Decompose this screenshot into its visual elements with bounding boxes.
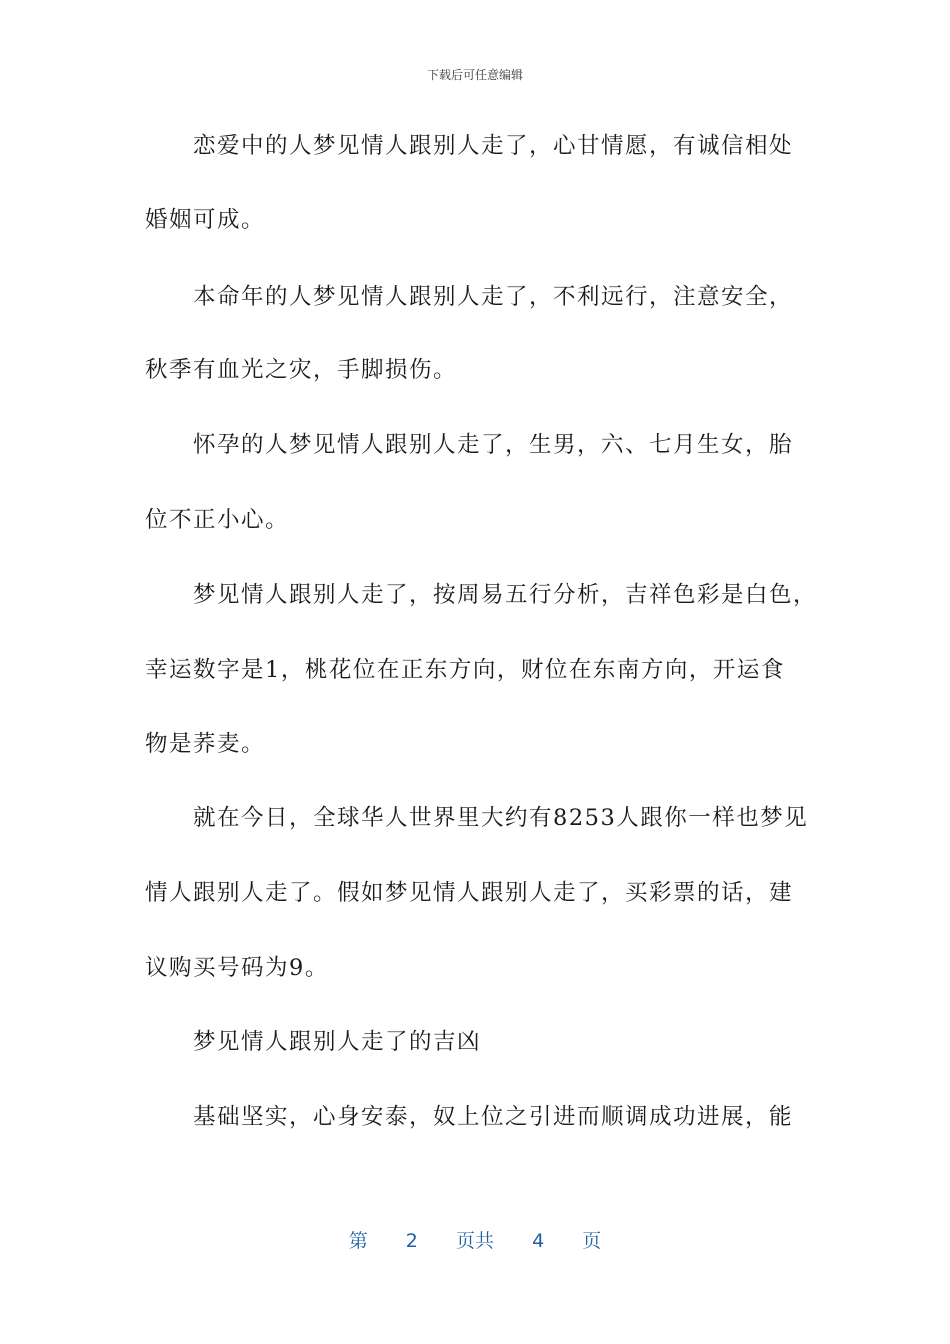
paragraph-line: 秋季有血光之灾，手脚损伤。 bbox=[145, 357, 458, 383]
paragraph-line: 婚姻可成。 bbox=[145, 207, 266, 233]
paragraph-line: 位不正小心。 bbox=[145, 507, 290, 533]
section-heading: 梦见情人跟别人走了的吉凶 bbox=[193, 1029, 482, 1055]
page-footer bbox=[0, 1226, 950, 1253]
page-label-prefix: 第 bbox=[348, 1230, 368, 1252]
paragraph-line: 物是荞麦。 bbox=[145, 731, 266, 757]
paragraph-line: 幸运数字是1，桃花位在正东方向，财位在东南方向，开运食 bbox=[145, 657, 785, 683]
current-page-number: 2 bbox=[405, 1230, 418, 1252]
total-pages-number: 4 bbox=[532, 1230, 545, 1252]
paragraph-line: 基础坚实，心身安泰，奴上位之引进而顺调成功进展，能 bbox=[193, 1104, 794, 1130]
paragraph-line: 本命年的人梦见情人跟别人走了，不利远行，注意安全， bbox=[193, 284, 794, 310]
paragraph-line: 恋爱中的人梦见情人跟别人走了，心甘情愿，有诚信相处 bbox=[193, 133, 794, 159]
paragraph-line: 情人跟别人走了。假如梦见情人跟别人走了，买彩票的话，建 bbox=[145, 880, 794, 906]
page-header: 下载后可任意编辑 bbox=[426, 68, 523, 82]
paragraph-line: 梦见情人跟别人走了，按周易五行分析，吉祥色彩是白色， bbox=[193, 582, 818, 608]
paragraph-line: 就在今日，全球华人世界里大约有8253人跟你一样也梦见 bbox=[193, 805, 809, 831]
page-label-suffix: 页 bbox=[582, 1230, 602, 1252]
paragraph-line: 议购买号码为9。 bbox=[145, 955, 329, 981]
paragraph-line: 怀孕的人梦见情人跟别人走了，生男，六、七月生女，胎 bbox=[193, 432, 794, 458]
page-label-mid: 页共 bbox=[455, 1230, 494, 1252]
